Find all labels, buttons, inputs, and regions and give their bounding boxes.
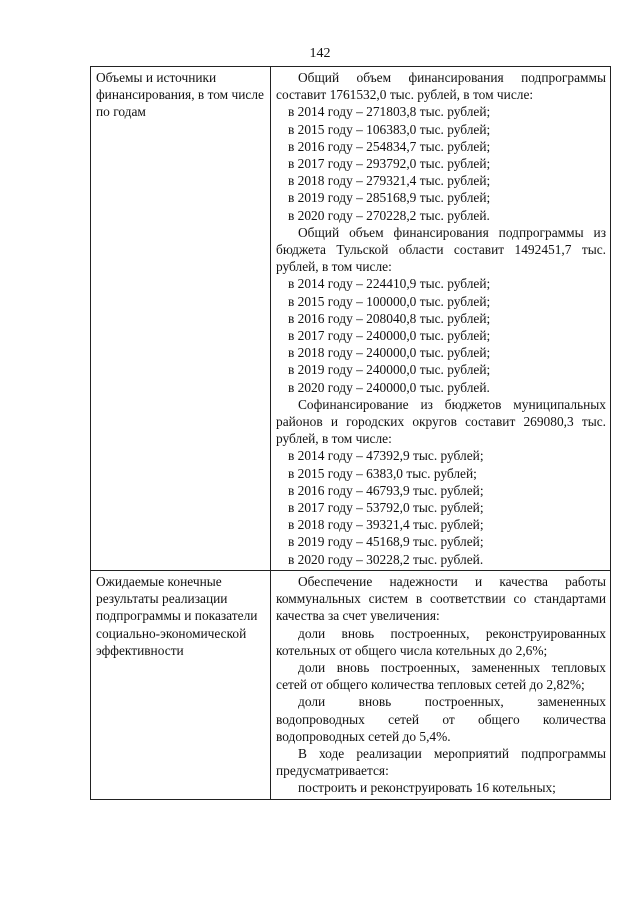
total-financing-2018: в 2018 году – 279321,4 тыс. рублей; <box>288 173 491 189</box>
regional-budget-2015: в 2015 году – 100000,0 тыс. рублей; <box>288 293 491 309</box>
passport-table <box>90 66 611 800</box>
cofinancing-2020: в 2020 году – 30228,2 тыс. рублей. <box>288 551 484 567</box>
total-financing-2014: в 2014 году – 271803,8 тыс. рублей; <box>288 104 491 120</box>
cofinancing-2017: в 2017 году – 53792,0 тыс. рублей; <box>288 500 484 516</box>
cofinancing-intro: Софинансирование из бюджетов муниципальных районов и городских округов составит 269080,3 тыс. рублей, в том числе: <box>276 396 606 447</box>
table-row-results <box>91 570 611 799</box>
results-paragraph: доли вновь построенных, замененных водопроводных сетей от общего количества водопроводных сетей до 5,4%. <box>276 694 606 744</box>
cofinancing-2016: в 2016 году – 46793,9 тыс. рублей; <box>288 482 484 498</box>
cofinancing-2019: в 2019 году – 45168,9 тыс. рублей; <box>288 534 484 550</box>
regional-budget-2016: в 2016 году – 208040,8 тыс. рублей; <box>288 310 491 326</box>
total-financing-2020: в 2020 году – 270228,2 тыс. рублей. <box>288 207 490 223</box>
results-content <box>271 570 611 799</box>
regional-budget-2020: в 2020 году – 240000,0 тыс. рублей. <box>288 379 490 395</box>
regional-budget-2017: в 2017 году – 240000,0 тыс. рублей; <box>288 328 491 344</box>
regional-budget-2019: в 2019 году – 240000,0 тыс. рублей; <box>288 362 491 378</box>
total-financing-2016: в 2016 году – 254834,7 тыс. рублей; <box>288 138 491 154</box>
cofinancing-2014: в 2014 году – 47392,9 тыс. рублей; <box>288 448 484 464</box>
results-paragraph: Обеспечение надежности и качества работы коммунальных систем в соответствии со стандартами качества за счет увеличения: <box>276 573 606 624</box>
total-financing-intro: Общий объем финансирования подпрограммы составит 1761532,0 тыс. рублей, в том числе: <box>276 70 606 103</box>
results-paragraph: доли вновь построенных, замененных тепловых сетей от общего количества тепловых сетей до 2,82%; <box>276 659 606 693</box>
results-paragraph: В ходе реализации мероприятий подпрограммы предусматривается: <box>276 745 606 779</box>
page-number: 142 <box>309 46 331 61</box>
regional-budget-intro: Общий объем финансирования подпрограммы из бюджета Тульской области составит 1492451,7 тыс. рублей, в том числе: <box>276 224 606 275</box>
regional-budget-2018: в 2018 году – 240000,0 тыс. рублей; <box>288 345 491 361</box>
table-row-financing <box>91 67 611 571</box>
total-financing-2015: в 2015 году – 106383,0 тыс. рублей; <box>288 121 491 137</box>
row-label-financing: Объемы и источники финансирования, в том числе по годам <box>91 67 271 571</box>
results-paragraph: построить и реконструировать 16 котельных; <box>298 780 556 796</box>
total-financing-2019: в 2019 году – 285168,9 тыс. рублей; <box>288 190 491 206</box>
cofinancing-2018: в 2018 году – 39321,4 тыс. рублей; <box>288 517 484 533</box>
results-paragraph: доли вновь построенных, реконструированных котельных от общего числа котельных до 2,6%; <box>276 625 606 658</box>
cofinancing-2015: в 2015 году – 6383,0 тыс. рублей; <box>288 465 477 481</box>
financing-content <box>271 67 611 571</box>
regional-budget-2014: в 2014 году – 224410,9 тыс. рублей; <box>288 276 491 292</box>
total-financing-2017: в 2017 году – 293792,0 тыс. рублей; <box>288 156 491 172</box>
row-label-results: Ожидаемые конечные результаты реализации подпрограммы и показатели социально-экономической эффективности <box>91 570 271 799</box>
